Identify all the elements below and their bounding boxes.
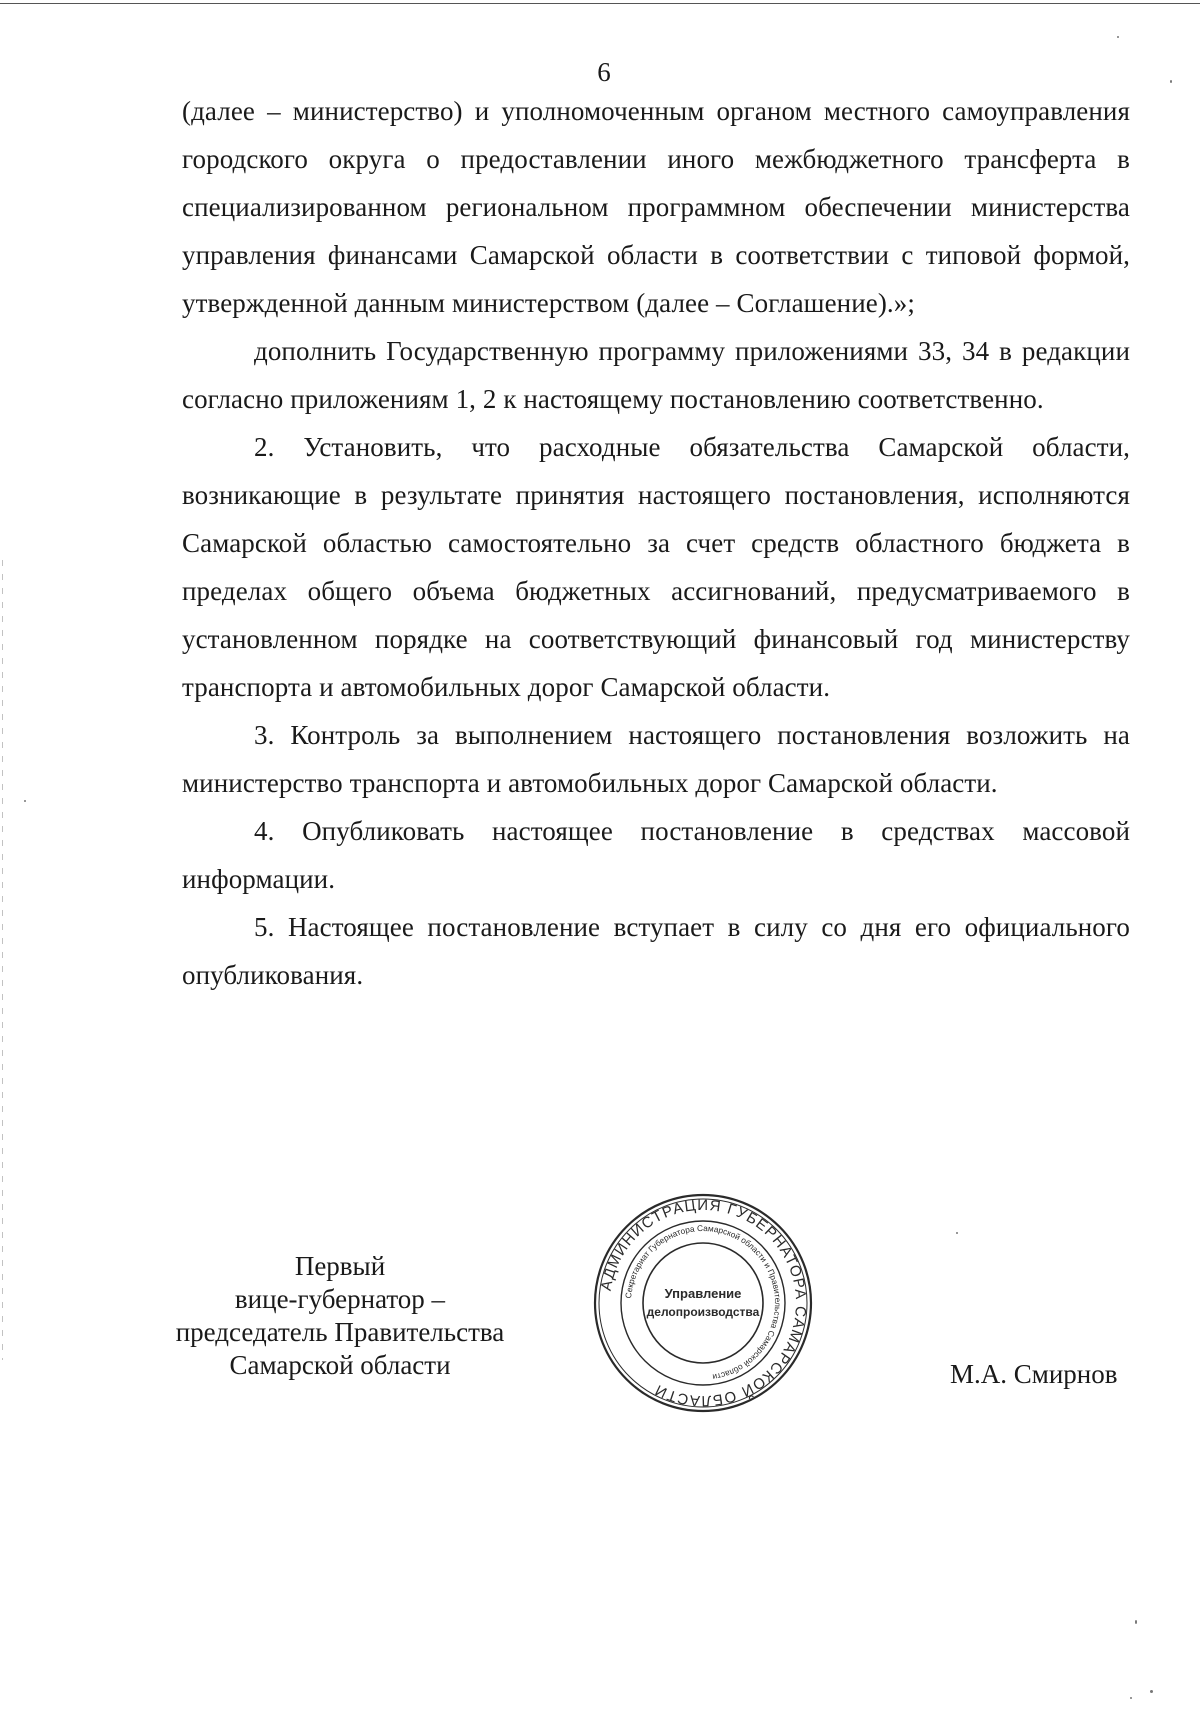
seal-graphic xyxy=(592,1192,814,1414)
seal-middle-ring xyxy=(621,1221,785,1385)
signatory-title-line: вице-губернатор – xyxy=(234,1284,446,1314)
paragraph-item-4: 4. Опубликовать настоящее постановление в средствах массовой информации. xyxy=(182,816,1130,894)
seal-center-line1: Управление xyxy=(664,1286,742,1301)
paragraph-item-5: 5. Настоящее постановление вступает в силу со дня его официального опубликования. xyxy=(182,912,1130,990)
scan-speck xyxy=(24,800,26,802)
scan-edge-top xyxy=(0,3,1200,4)
signatory-title-line: Самарской области xyxy=(229,1350,451,1380)
page-number: 6 xyxy=(597,57,611,87)
scan-speck xyxy=(1170,80,1172,83)
official-seal xyxy=(592,1192,814,1414)
scan-speck xyxy=(1130,1697,1132,1699)
scan-speck xyxy=(956,1232,958,1234)
paragraph-supplement: дополнить Государственную программу приложениями 33, 34 в редакции согласно приложениям 1, 2 к настоящему постановлению соответственно. xyxy=(182,336,1130,414)
seal-inner-text: Секретариат Губернатора Самарской области и Правительства Самарской области xyxy=(623,1222,784,1383)
paragraph-continuation: (далее – министерство) и уполномоченным органом местного самоуправления городского округа о предоставлении иного межбюджетного трансферта в специализированном региональном программном обеспечении министерства управления финансами Самарской области в соответствии с типовой формой, утвержденной данным министерством (далее – Соглашение).»; xyxy=(182,96,1130,318)
document-body xyxy=(182,87,1130,999)
signer-name: М.А. Смирнов xyxy=(950,1359,1118,1389)
scan-speck xyxy=(1135,1620,1137,1624)
seal-center-line2: делопроизводства xyxy=(646,1305,760,1319)
signatory-title xyxy=(150,1250,530,1382)
scan-speck xyxy=(1150,1690,1153,1693)
scan-edge-left xyxy=(2,560,3,1360)
paragraph-item-2: 2. Установить, что расходные обязательства Самарской области, возникающие в результате принятия настоящего постановления, исполняются Самарской областью самостоятельно за счет средств областного бюджета в пределах общего объема бюджетных ассигнований, предусматриваемого в установленном порядке на соответствующий финансовый год министерству транспорта и автомобильных дорог Самарской области. xyxy=(182,432,1130,702)
scan-speck xyxy=(1117,36,1119,38)
seal-inner-ring xyxy=(643,1243,763,1363)
signatory-title-line: председатель Правительства xyxy=(175,1317,505,1347)
paragraph-item-3: 3. Контроль за выполнением настоящего постановления возложить на министерство транспорта и автомобильных дорог Самарской области. xyxy=(182,720,1130,798)
signatory-title-line: Первый xyxy=(294,1251,386,1281)
seal-outer-text: АДМИНИСТРАЦИЯ ГУБЕРНАТОРА САМАРСКОЙ ОБЛАСТИ xyxy=(597,1196,810,1410)
